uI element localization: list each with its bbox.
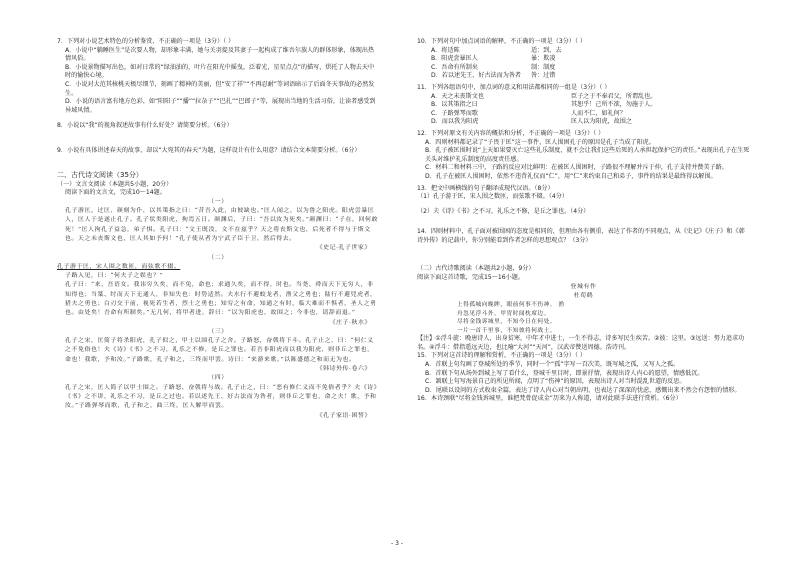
q13-part-2: （2）夫《诗》《书》之不习，礼乐之不修，是丘之罪也。（4分）: [417, 207, 590, 215]
text-2-source: 《庄子·秋水》: [329, 319, 371, 326]
q12-option-c: C．材料二和材料三中，子路的反应对比鲜明：在被匡人围困时，子路很不理解并斥于仲，孔子支持并赞美子路。: [425, 164, 728, 172]
q15-option-b: B．首联下句从场外到城上写了看什么，登城千里目时，即景抒情，表现出诗人内心的愿望，情感低沉。: [425, 369, 704, 377]
q12-stem: 12．下列对原文有关内容的概括和分析，不正确的一项是（3分）（ ）: [417, 129, 605, 137]
q12-option-a: A．四则材料都记录了“子畏于匡”这一事件，匡人围困孔子的原因是孔子当成了阳虎。: [425, 138, 655, 146]
poem-title: 登城有作: [570, 283, 597, 290]
q7-option-c: C．小说对大范其核桃天极尽细节，刻画了精神的美丽，但“安了祥”“不再忍耐”等词语暗示了后面冬天事故的必然发生。: [65, 80, 375, 97]
q9: 9．小说有具体讲述春天的故事，却以“大宛其的春天”为题，这样设计有什么用意？请结合文本简要分析。（6分）: [57, 146, 361, 154]
text-2-underlined-sentence: 孔子游于匡，宋人围之数匝，而弦歌不辍。: [57, 263, 181, 270]
poem-line-4: 一片一首千里事，不知彼将何战士。: [457, 327, 556, 334]
q16: 16．本诗颈联“尽将金钱诉城里，谁把梵骨促成金”历来为人称道，请对此联手法进行赏析。（6分）: [417, 395, 682, 403]
right-column: [417, 38, 750, 404]
poem-line-3: 尽将金钱诉城里，不知今日在何处。: [457, 319, 556, 326]
q12-option-b: B．孔子被匡围时说“上天如果要灭亡这些礼乐制度，就不会让我们这些后死的人承担起保护它的责任。”表现出孔子在生死关头对维护礼乐制度的高度责任感。: [425, 147, 750, 163]
q10-stem: 10．下列对句中加点词语的解释，不正确的一项是（3分）（ ）: [417, 38, 586, 45]
subsection-2-intro: 阅读下面这首诗歌，完成15～16小题。: [417, 274, 524, 282]
q10-option-c-gloss: 制：制度: [531, 63, 556, 71]
q7-stem: 7．下列对小说艺术特色的分析鉴赏，不正确的一项是（3分）（ ）: [57, 38, 235, 45]
text-4-body: 孔子之宋，匡人简子以甲士围之。子路怒，奋戟将与战。孔子止之，曰：“恶有修仁义而不免俗者乎？夫《诗》《书》之不讲，礼乐之不习，是丘之过也。若以述先王、好古法而为咎者，则非丘之罪也，命之夫！歌，予和汝。”子路弹琴而歌，孔子和之，曲三终，匡人解甲而罢。: [65, 384, 378, 410]
text-4-number: （四）: [208, 375, 228, 382]
q11-stem: 11．下列各组语句中，加点词的意义和用法都相同的一组是（3分）（ ）: [417, 83, 611, 91]
text-2-number: （二）: [208, 254, 228, 261]
q11-option-c-pair: 人而不仁，如礼何？: [571, 109, 626, 117]
page-number: - 3 -: [391, 540, 403, 547]
q15-option-d: D．尾联以设问的方式收束全篇，表达了诗人内心对当朝出明，也表达了深深的忧虑，感慨出来不然会有怨恨的情形。: [425, 386, 741, 394]
q11-option-a: A．天之未丧斯文也: [431, 92, 484, 100]
text-4-source: 《孔子家语·困誓》: [316, 412, 371, 419]
q7-option-a: A．小说中“躺睡医生”是次要人物，却形象丰满，她与关羽提及其妻子一起构成了维吾尔族人的群体形象，体现出热情风俗。: [65, 46, 375, 63]
q11-option-b: B．以其策指之曰: [431, 101, 478, 109]
q13-part-1: （1）孔子游于匡，宋人围之数匝，而弦歌不辍。（4分）: [417, 193, 568, 201]
left-column: [57, 38, 379, 421]
q13-stem: 13．把文中画横线的句子翻译成现代汉语。（8分）: [417, 184, 554, 192]
q10-option-a-gloss: 适：到、去: [531, 46, 562, 54]
q7-option-b: B．小说景物描写出色，如对日常的“绿油油的，叶片在阳光中摇曳，泛着光，星星点点”的描写，烘托了人物去天中时的愉快心境。: [65, 63, 375, 80]
poem-line-1: 上得孤城向晚眸，眼前何事不伤神。 渔: [457, 302, 565, 309]
q11-option-c: C．子路弹琴而歌: [431, 109, 478, 117]
q10-option-b-gloss: 暴：欺凌: [531, 55, 556, 63]
poem-line-2: 舟忽见浮斗外，甲胄时闻枕席边。: [457, 310, 550, 317]
q10-option-c: C．吾命有所制矣: [431, 63, 478, 71]
q10-options: [417, 47, 750, 81]
section-2-heading: 二、古代诗文阅读（35分）: [57, 170, 143, 179]
q11-option-d-pair: 匡人以为阳虎，故围之: [571, 118, 632, 126]
q10-option-a: A．将适陈: [431, 46, 460, 54]
text-3-body: 孔子之宋，匡简子将杀阳虎，孔子似之，甲士以围孔子之舍。子路怒，奋戟将下斗。孔子止之，曰：“何仁义之不免俗也！夫《诗》《书》之不习，礼乐之不修，是丘之罪也。若吾非阳虎而以我为阳虎，则非丘之罪也，命也！我歌，予和汝。”子路歌，孔子和之，三终而甲罢。诗曰：“来游来歌。”以陈盛德之和而无为也。: [65, 338, 374, 363]
subsection-1-heading: （一）文言文阅读（本题共5小题，20分）: [57, 180, 173, 188]
subsection-1-intro: 阅读下面的文言文，完成10～14题。: [65, 189, 166, 197]
text-1-body: 孔子游匡，过匡，颜刻为仆，以其策指之曰：“昔吾入此，由彼缺也。”匡人闻之，以为鲁之阳虎。阳虎尝暴匡人，匡人于是遂止孔子。孔子状类阳虎，拘焉五日。颜渊后，子曰：“吾以汝为死矣。”颜渊曰：“子在，回何敢死！”匡人拘孔子益急，弟子惧。孔子曰：“文王既没，文不在兹乎？天之将丧斯文也，后死者不得与于斯文也。天之未丧斯文也，匡人其如予何！”孔子使从者为宁武子臣于卫，然后得去。: [65, 208, 378, 242]
q15-option-a: A．首联上句勾画了登城所处的季节，同时一个“孤”字写一百次美，既写城之孤，又写人之孤。: [425, 361, 680, 369]
q14: 14．四则材料中，孔子面对被围困的态度是相同的，但理由各有侧重，表达了作者的不同观点，从《史记》《庄子》和《韩诗外传》的记载中，你分别能看到作者怎样的思想观点？（3分）: [417, 228, 745, 244]
q10-option-d-gloss: 咎：过错: [531, 72, 556, 80]
text-3-number: （三）: [208, 328, 228, 335]
q11-option-d: D．而以我为阳虎: [431, 118, 479, 126]
text-2-body: 孔子曰：“来，吾语女。我讳穷久矣，而不免，命也；求通久矣，而不得，时也。当尧、舜而天下无穷人，非知得也；当桀、纣而天下无通人，非知失也：时势适然。夫水行不避蛟龙者，渔父之勇也；陆行不避兕虎者，猎夫之勇也；白刃交于前，视死若生者，烈士之勇也；知穷之有命，知通之有时，临大难而不惧者，圣人之勇也。由处矣！吾命有所制矣。”无几何，将甲者进，辞曰：“以为阳虎也，故围之；今非也，请辞而退。”: [65, 282, 377, 317]
q10-option-d: D．若以述先王、好古法而为咎者: [431, 72, 522, 80]
q11-option-b-pair: 其恕乎！己所不欲，勿施于人。: [571, 101, 657, 109]
q15-stem: 15．下列对这首诗的理解和赏析，不正确的一项是（3分）（ ）: [417, 352, 586, 360]
text-3-source: 《韩诗外传·卷六》: [316, 366, 371, 373]
subsection-2-heading: （二）古代诗歌阅读（本题共2小题，9分）: [417, 265, 535, 273]
q8: 8．小说以“我”的视角叙述故事有什么好处？请简要分析。（6分）: [57, 122, 233, 130]
q15-option-c: C．颔联上句写海景自己的所见所闻，点明了“伤神”的原因，表现出诗人对当时混乱世道的反思。: [425, 378, 686, 386]
poem-note: 【注】①浮斗旋：晚唐诗人，出身贫寒，中年才中进士，一生不得志，诗多写民生疾苦。②彼：这里。③远送：努力追求功名。④浮斗：借指遥远天边，也比喻“大河”“天河”，汉武帝赞送周德。浩诗刊。: [417, 335, 745, 351]
q12-option-d: D．孔子在被匡人围困时，依然不违背礼仪而“仁”，用“仁”来约束自己和弟子，事件的结果是最终得以解围。: [425, 172, 717, 180]
q11-options: [417, 93, 750, 127]
text-1-number: （一）: [208, 198, 228, 205]
q10-option-b: B．阳虎尝暴匡人: [431, 55, 478, 63]
text-1-source: 《史记·孔子世家》: [316, 245, 371, 252]
q11-option-a-pair: 臣子之于不奉君父，所谓乱也。: [571, 92, 657, 100]
q7-option-d: D．小说的语言富有地方色彩，如“阳阳子”“播”“拉杂子”“巴扎”“巴郎子”等，展现出当地的生活习俗，让读者感受到异域风情。: [65, 98, 376, 114]
poem-author: 杜荀鹤: [573, 292, 594, 299]
text-2-line-2: 子路入见，曰：“何夫子之娱也？”: [65, 273, 164, 280]
